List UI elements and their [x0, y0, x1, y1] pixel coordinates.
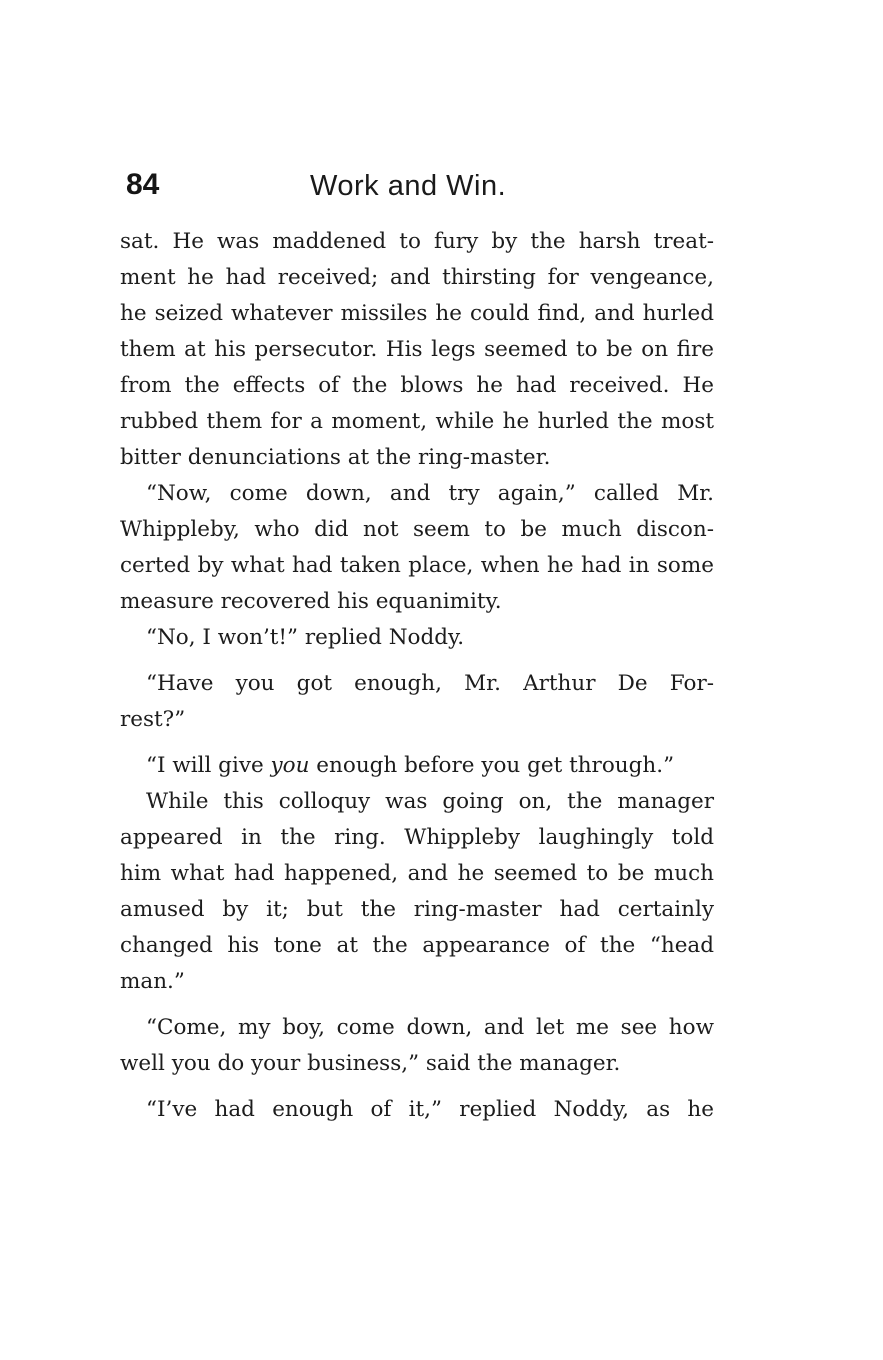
- text-line: sat. He was maddened to fury by the harsh treat-: [120, 229, 714, 254]
- text-line: appeared in the ring. Whippleby laughingly told: [120, 825, 714, 850]
- text-line: bitter denunciations at the ring-master.: [120, 445, 551, 470]
- text-run: enough before you get through.”: [309, 753, 675, 778]
- text-line: measure recovered his equanimity.: [120, 589, 502, 614]
- text-line: ment he had received; and thirsting for vengeance,: [120, 265, 714, 290]
- text-line: “I’ve had enough of it,” replied Noddy, as he: [146, 1097, 714, 1122]
- text-run: “I will give: [146, 753, 271, 778]
- page-number: 84: [126, 168, 160, 201]
- running-title: Work and Win.: [310, 170, 507, 202]
- body-text: [120, 224, 714, 1128]
- text-line: “Have you got enough, Mr. Arthur De For-: [146, 671, 714, 696]
- text-line: changed his tone at the appearance of the “head: [120, 933, 714, 958]
- text-line: “Come, my boy, come down, and let me see how: [146, 1015, 714, 1040]
- text-line: certed by what had taken place, when he had in some: [120, 553, 714, 578]
- text-line: from the effects of the blows he had received. He: [120, 373, 714, 398]
- text-line: [120, 748, 714, 784]
- text-line: “Now, come down, and try again,” called Mr.: [146, 481, 714, 506]
- emphasized-word: you: [270, 753, 310, 778]
- text-line: “No, I won’t!” replied Noddy.: [146, 625, 465, 650]
- text-line: him what had happened, and he seemed to be much: [120, 861, 714, 886]
- text-line: well you do your business,” said the manager.: [120, 1051, 621, 1076]
- text-line: he seized whatever missiles he could find, and hurled: [120, 301, 714, 326]
- text-line: rubbed them for a moment, while he hurled the most: [120, 409, 714, 434]
- page-header: [122, 168, 714, 212]
- text-line: rest?”: [120, 707, 186, 732]
- text-line: amused by it; but the ring-master had certainly: [120, 897, 714, 922]
- text-line: man.”: [120, 969, 185, 994]
- text-line: Whippleby, who did not seem to be much discon-: [120, 517, 714, 542]
- text-line: them at his persecutor. His legs seemed to be on fire: [120, 337, 714, 362]
- text-line: While this colloquy was going on, the manager: [146, 789, 714, 814]
